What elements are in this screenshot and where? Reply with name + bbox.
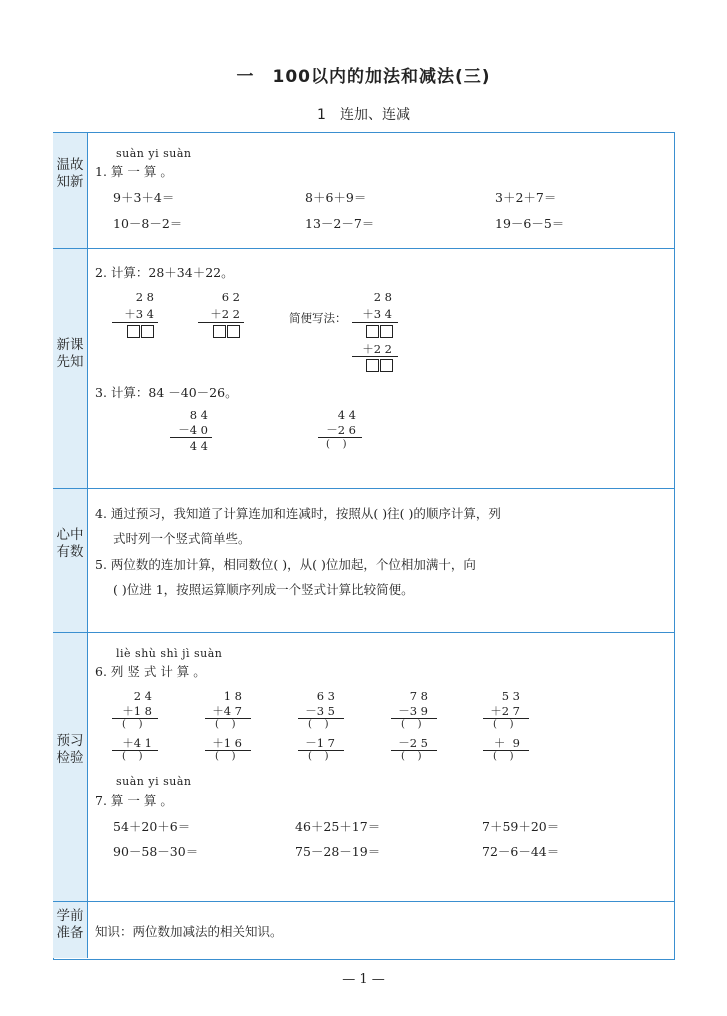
answer-boxes	[366, 323, 394, 338]
section-prep	[53, 902, 88, 958]
operand: －1 7	[305, 736, 335, 750]
pinyin: suàn yi suàn	[116, 147, 192, 160]
expression: 3＋2＋7＝	[495, 190, 557, 205]
divider	[53, 488, 674, 489]
operand: 2 8	[373, 290, 392, 304]
answer-blank[interactable]: ( )	[308, 751, 329, 762]
answer-boxes	[366, 357, 394, 372]
pinyin: liè shù shì jì suàn	[116, 647, 223, 660]
operand: 2 4	[133, 689, 152, 703]
answer-blank[interactable]: ( )	[401, 719, 422, 730]
divider	[53, 248, 674, 249]
section-label: 预习检验	[56, 733, 84, 766]
answer-blank[interactable]: ( )	[122, 719, 143, 730]
question-line: 式时列一个竖式简单些。	[113, 531, 251, 546]
operand: 8 4	[189, 408, 208, 422]
operand: －3 9	[398, 704, 428, 718]
operand: ＋1 8	[122, 704, 152, 718]
operand: 2 8	[135, 290, 154, 304]
question-line: 5. 两位数的连加计算，相同数位( )，从( )位加起，个位相加满十，向	[95, 557, 476, 572]
question-title: 1. 算 一 算 。	[95, 164, 173, 179]
prep-text: 知识：两位数加减法的相关知识。	[95, 924, 283, 939]
shortcut-label: 简便写法：	[289, 311, 347, 325]
answer-blank[interactable]: ( )	[122, 751, 143, 762]
section-label: 温故知新	[56, 157, 84, 190]
operand: －2 6	[326, 423, 356, 437]
operand: ＋2 2	[210, 307, 240, 321]
section-preview	[53, 249, 88, 488]
expression: 7＋59＋20＝	[482, 819, 560, 834]
operand: ＋3 4	[362, 307, 392, 321]
expression: 8＋6＋9＝	[305, 190, 367, 205]
answer-blank[interactable]: ( )	[215, 719, 236, 730]
section-label: 心中有数	[56, 527, 84, 560]
lesson-subtitle: 1 连加、连减	[317, 107, 410, 123]
question-title: 7. 算 一 算 。	[95, 793, 173, 808]
divider	[53, 901, 674, 902]
operand: －4 0	[178, 423, 208, 437]
question-line: ( )位进 1，按照运算顺序列成一个竖式计算比较简便。	[113, 582, 414, 597]
expression: 90－58－30＝	[113, 844, 199, 859]
expression: 46＋25＋17＝	[295, 819, 381, 834]
calc-line	[318, 437, 362, 438]
page-number: — 1 —	[342, 972, 385, 987]
operand: －3 5	[305, 704, 335, 718]
question-title: 3. 计算：84 －40－26。	[95, 385, 238, 400]
expression: 10－8－2＝	[113, 216, 183, 231]
expression: 72－6－44＝	[482, 844, 560, 859]
answer-blank[interactable]: ( )	[215, 751, 236, 762]
page-title: 一 100以内的加法和减法(三)	[236, 67, 491, 87]
operand: －2 5	[398, 736, 428, 750]
operand: 6 3	[316, 689, 335, 703]
question-title: 2. 计算：28＋34＋22。	[95, 265, 234, 280]
question-title: 6. 列 竖 式 计 算 。	[95, 664, 206, 679]
answer-boxes	[213, 323, 241, 338]
answer-blank[interactable]: ( )	[401, 751, 422, 762]
answer-boxes	[127, 323, 155, 338]
answer-blank[interactable]: ( )	[493, 751, 514, 762]
operand: ＋4 1	[122, 736, 152, 750]
calc-line	[170, 437, 212, 438]
expression: 13－2－7＝	[305, 216, 375, 231]
pinyin: suàn yi suàn	[116, 775, 192, 788]
operand: 6 2	[221, 290, 240, 304]
question-line: 4. 通过预习，我知道了计算连加和连减时，按照从( )往( )的顺序计算，列	[95, 506, 501, 521]
expression: 9＋3＋4＝	[113, 190, 175, 205]
expression: 19－6－5＝	[495, 216, 565, 231]
section-check	[53, 633, 88, 901]
expression: 54＋20＋6＝	[113, 819, 191, 834]
operand: ＋2 7	[490, 704, 520, 718]
expression: 75－28－19＝	[295, 844, 381, 859]
answer-blank[interactable]: ( )	[326, 439, 347, 450]
answer-blank[interactable]: ( )	[308, 719, 329, 730]
operand: 7 8	[409, 689, 428, 703]
operand: ＋1 6	[212, 736, 242, 750]
section-summary	[53, 489, 88, 632]
operand: 5 3	[501, 689, 520, 703]
section-label: 学前准备	[56, 908, 84, 941]
section-review	[53, 133, 88, 248]
result: 4 4	[189, 439, 208, 453]
operand: 1 8	[223, 689, 242, 703]
operand: ＋ 9	[493, 736, 520, 750]
operand: ＋2 2	[362, 342, 392, 356]
operand: ＋4 7	[212, 704, 242, 718]
operand: 4 4	[337, 408, 356, 422]
divider	[53, 632, 674, 633]
operand: ＋3 4	[124, 307, 154, 321]
section-label: 新课先知	[56, 337, 84, 370]
answer-blank[interactable]: ( )	[493, 719, 514, 730]
